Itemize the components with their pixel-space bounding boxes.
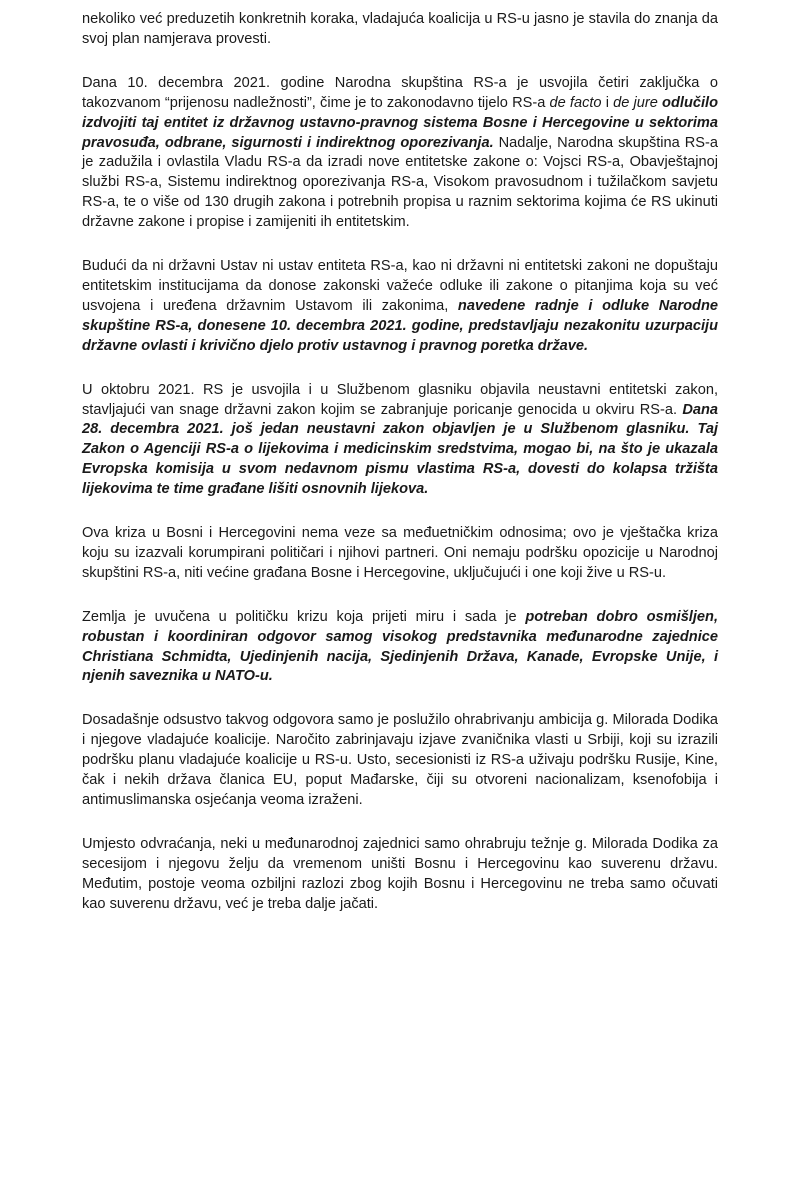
text-run: Umjesto odvraćanja, neki u međunarodnoj zajednici samo ohrabruju težnje g. Milorada Dodika za secesijom i njegovu želju da vremenom uništi Bosnu i Hercegovinu kao suverenu državu. Međutim, postoje veoma ozbiljni razlozi zbog kojih Bosnu i Hercegovinu ne treba samo očuvati kao suverenu državu, već je treba dalje jačati. (82, 835, 718, 912)
paragraph-7 (82, 711, 718, 811)
paragraph-5 (82, 524, 718, 584)
text-run: de jure (613, 94, 658, 111)
text-run: navedene radnje i odluke Narodne skupštine RS-a, donesene 10. decembra 2021. godine, predstavljaju nezakonitu uzurpaciju državne ovlasti i krivično djelo protiv ustavnog i pravnog poretka države. (82, 297, 718, 354)
text-run: odlučilo izdvojiti taj entitet iz državnog ustavno-pravnog sistema Bosne i Hercegovine u sektorima pravosuđa, odbrane, sigurnosti i indirektnog oporezivanja. (82, 94, 719, 151)
text-run: i (601, 94, 614, 111)
text-run: Ova kriza u Bosni i Hercegovini nema veze sa međuetničkim odnosima; ovo je vještačka kriza koju su izazvali korumpirani političari i njihovi partneri. Oni nemaju podršku opozicije u Narodnoj skupštini RS-a, niti većine građana Bosne i Hercegovine, uključujući i one koji žive u RS-u. (82, 525, 718, 581)
text-run: Zemlja je uvučena u političku krizu koja prijeti miru i sada je (82, 608, 526, 625)
text-run: Dosadašnje odsustvo takvog odgovora samo je poslužilo ohrabrivanju ambicija g. Milorada Dodika i njegove vladajuće koalicije. Naročito zabrinjavaju izjave zvaničnika vlasti u Srbiji, koji su izrazili podršku planu vladajuće koalicije u RS-u. Usto, secesionisti iz RS-a uživaju podršku Rusije, Kine, čak i nekih država članica EU, poput Mađarske, čiji su otvoreni nacionalizam, ksenofobija i antimuslimanska osjećanja veoma izraženi. (82, 712, 718, 808)
paragraph-8 (82, 835, 718, 915)
paragraph-4 (82, 381, 718, 500)
paragraph-2 (82, 74, 718, 233)
text-run: U oktobru 2021. RS je usvojila i u Službenom glasniku objavila neustavni entitetski zakon, stavljajući van snage državni zakon kojim se zabranjuje poricanje genocida u okviru RS-a. (82, 381, 718, 418)
paragraph-1 (82, 10, 718, 50)
text-run: Nadalje, Narodna skupština RS-a je zadužila i ovlastila Vladu RS-a da izradi nove entitetske zakone o: Vojsci RS-a, Obavještajnoj službi RS-a, Sistemu indirektnog oporezivanja RS-a, Visokom pravosudnom i tužilačkom savjetu RS-a, te o više od 130 drugih zakona i potrebnih propisa u raznim sektorima kojima će RS ukinuti državne zakone i propise i zamijeniti ih entitetskim. (82, 134, 718, 231)
text-run: potreban dobro osmišljen, robustan i koordiniran odgovor samog visokog predstavnika međunarodne zajednice Christiana Schmidta, Ujedinjenih nacija, Sjedinjenih Država, Kanade, Evropske Unije, i njenih saveznika u NATO-u. (82, 608, 718, 685)
text-run: Budući da ni državni Ustav ni ustav entiteta RS-a, kao ni državni ni entitetski zakoni ne dopuštaju entitetskim institucijama da donose zakonski važeće odluke ili zakone o pitanjima koja su već usvojena i uređena državnim Ustavom ili zakonima, (82, 258, 718, 314)
text-run: nekoliko već preduzetih konkretnih koraka, vladajuća koalicija u RS-u jasno je stavila do znanja da svoj plan namjerava provesti. (82, 11, 718, 47)
text-run: Dana 28. decembra 2021. još jedan neustavni zakon objavljen je u Službenom glasniku. Taj Zakon o Agenciji RS-a o lijekovima i medicinskim sredstvima, mogao bi, na što je ukazala Evropska komisija u svom nedavnom pismu vlastima RS-a, dovesti do kolapsa tržišta lijekovima te time građane lišiti osnovnih lijekova. (82, 401, 718, 498)
text-run: de facto (549, 94, 602, 111)
paragraph-6 (82, 608, 718, 688)
paragraph-3 (82, 257, 718, 357)
text-run: Dana 10. decembra 2021. godine Narodna skupština RS-a je usvojila četiri zaključka o takozvanom “prijenosu nadležnosti”, čime je to zakonodavno tijelo RS-a (82, 74, 718, 111)
